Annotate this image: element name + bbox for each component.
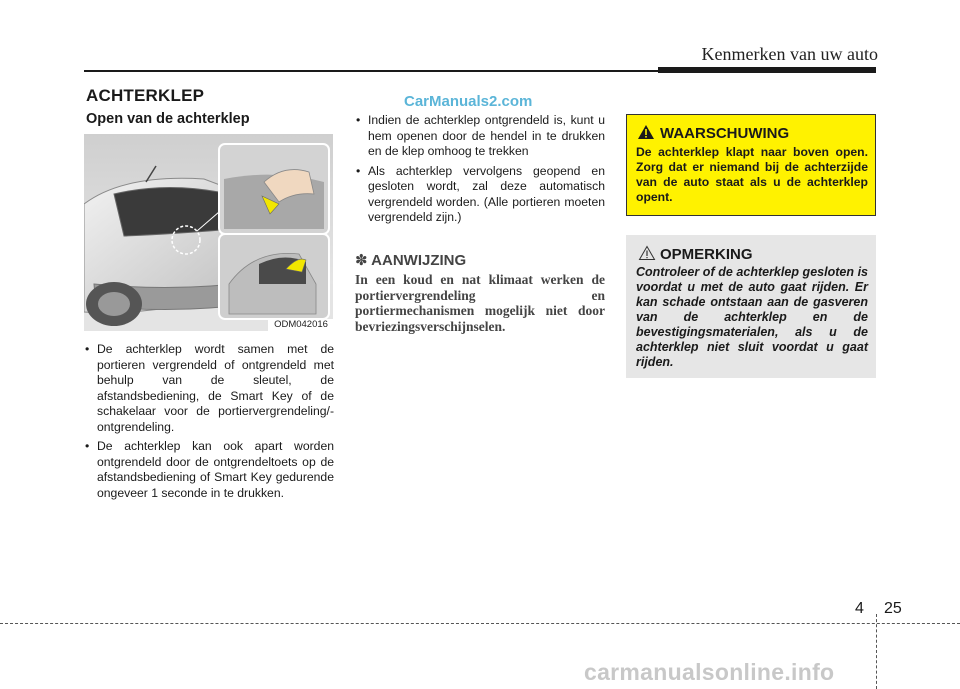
warning-title: WAARSCHUWING xyxy=(660,125,790,142)
bullet-list-left xyxy=(84,342,334,505)
warning-text: De achterklep klapt naar boven open. Zorg dat er niemand bij de achterzijde van de auto staat als u de achterklep opent. xyxy=(636,145,868,204)
section-title: ACHTERKLEP xyxy=(86,86,205,105)
subsection-title: Open van de achterklep xyxy=(86,111,250,127)
list-item: • Als achterklep vervolgens geopend en gesloten wordt, zal deze automatisch vergrendeld worden. (Alle portieren moeten vergrendeld zijn.) xyxy=(355,164,605,226)
caution-triangle-icon xyxy=(638,245,656,266)
list-item: • Indien de achterklep ontgrendeld is, kunt u hem openen door de hendel in te drukken en de klep omhoog te trekken xyxy=(355,113,605,160)
footer-watermark: carmanualsonline.info xyxy=(584,659,835,685)
note-text: In een koud en nat klimaat werken de portiervergrendeling en portiermechanismen mogelijk niet door bevriezingsverschijnselen. xyxy=(355,272,605,334)
caution-title: OPMERKING xyxy=(660,246,753,263)
chapter-number: 4 xyxy=(855,600,864,617)
tailgate-illustration xyxy=(84,134,333,331)
caution-text: Controleer of de achterklep gesloten is voordat u met de auto gaat rijden. Er kan schade ontstaan aan de gasveren van de achterklep en de bevestigingsmaterialen, als u de achterklep niet sluit voordat u gaat rijden. xyxy=(636,265,868,369)
watermark-link[interactable]: CarManuals2.com xyxy=(404,93,533,110)
header-rule-accent xyxy=(658,67,876,73)
list-item: • De achterklep wordt samen met de portieren vergrendeld of ontgrendeld met behulp van de sleutel, de afstandsbediening, de Smart Key of de schakelaar voor de portiervergrendeling/-ontgrendeling. xyxy=(84,342,334,435)
page-number-divider xyxy=(876,614,877,689)
car-rear-illustration-icon xyxy=(84,134,333,331)
bullet-list-middle xyxy=(355,113,605,230)
warning-triangle-icon xyxy=(637,124,655,145)
footer-rule xyxy=(0,623,960,624)
header-rule xyxy=(84,70,660,72)
page-number: 25 xyxy=(884,600,902,617)
list-item: • De achterklep kan ook apart worden ontgrendeld door de ontgrendeltoets op de afstandsbediening of Smart Key gedurende ongeveer 1 seconde in te drukken. xyxy=(84,439,334,501)
note-title: ✽ AANWIJZING xyxy=(355,252,467,269)
figure-caption: ODM042016 xyxy=(268,319,334,331)
chapter-title: Kenmerken van uw auto xyxy=(701,44,878,64)
